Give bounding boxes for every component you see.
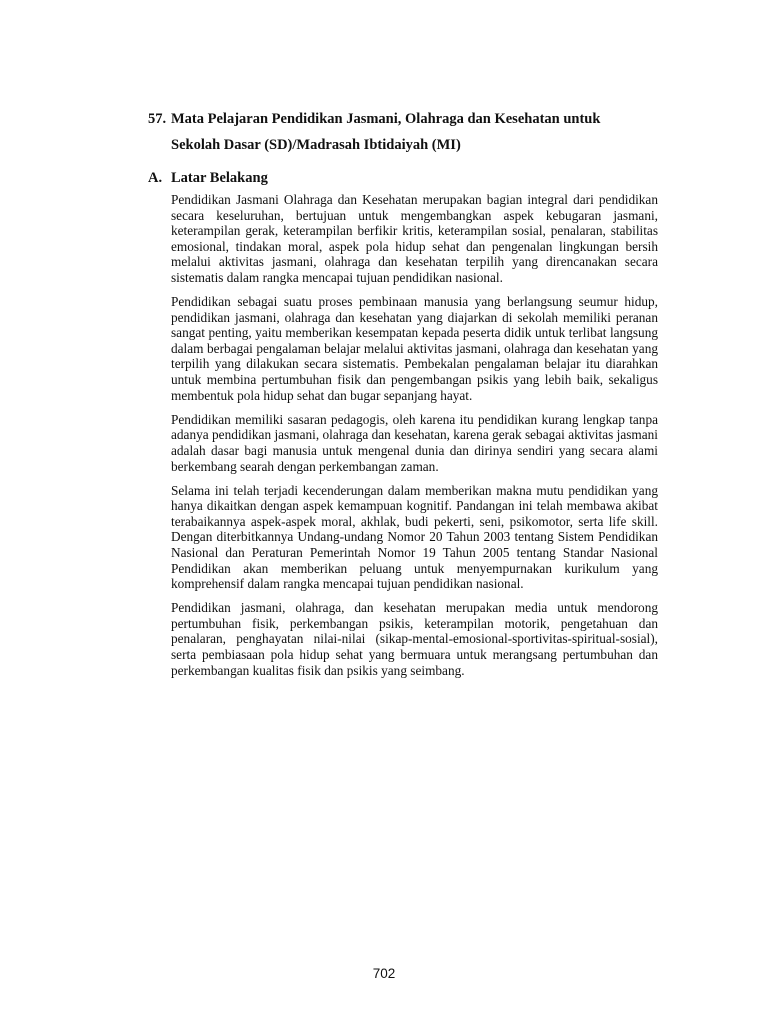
paragraph-5: Pendidikan jasmani, olahraga, dan kesehatan merupakan media untuk mendorong pertumbuhan fisik, perkembangan psikis, keterampilan motorik, pengetahuan dan penalaran, penghayatan nilai-nilai (sikap-mental-emosional-sportivitas-spiritual-sosial), serta pembiasaan pola hidup sehat yang bermuara untuk merangsang pertumbuhan dan perkembangan kualitas fisik dan psikis yang seimbang. (171, 600, 658, 678)
heading-title-line1: Mata Pelajaran Pendidikan Jasmani, Olahraga dan Kesehatan untuk (171, 111, 601, 127)
paragraph-2: Pendidikan sebagai suatu proses pembinaan manusia yang berlangsung seumur hidup, pendidikan jasmani, olahraga dan kesehatan yang diajarkan di sekolah memiliki peranan sangat penting, yaitu memberikan kesempatan kepada peserta didik untuk terlibat langsung dalam berbagai pengalaman belajar melalui aktivitas jasmani, olahraga dan kesehatan yang terpilih yang dilakukan secara sistematis. Pembekalan pengalaman belajar itu diarahkan untuk membina pertumbuhan fisik dan pengembangan psikis yang lebih baik, sekaligus membentuk pola hidup sehat dan bugar sepanjang hayat. (171, 294, 658, 403)
section-letter: A. (148, 170, 163, 186)
paragraph-1: Pendidikan Jasmani Olahraga dan Kesehatan merupakan bagian integral dari pendidikan secara keseluruhan, bertujuan untuk mengembangkan aspek kebugaran jasmani, keterampilan gerak, keterampilan berfikir kritis, keterampilan sosial, penalaran, stabilitas emosional, tindakan moral, aspek pola hidup sehat dan pengenalan lingkungan bersih melalui aktivitas jasmani, olahraga dan kesehatan terpilih yang direncanakan secara sistematis dalam rangka mencapai tujuan pendidikan nasional. (171, 192, 658, 285)
section-title: Latar Belakang (171, 170, 268, 186)
page-number: 702 (372, 966, 396, 981)
heading-number: 57. (148, 111, 167, 127)
heading-title-line2: Sekolah Dasar (SD)/Madrasah Ibtidaiyah (MI) (171, 137, 461, 153)
paragraph-3: Pendidikan memiliki sasaran pedagogis, oleh karena itu pendidikan kurang lengkap tanpa adanya pendidikan jasmani, olahraga dan kesehatan, karena gerak sebagai aktivitas jasmani adalah dasar bagi manusia untuk mengenal dunia dan dirinya sendiri yang secara alami berkembang searah dengan perkembangan zaman. (171, 411, 658, 474)
paragraph-4: Selama ini telah terjadi kecenderungan dalam memberikan makna mutu pendidikan yang hanya dikaitkan dengan aspek kemampuan kognitif. Pandangan ini telah membawa akibat terabaikannya aspek-aspek moral, akhlak, budi pekerti, seni, psikomotor, serta life skill. Dengan diterbitkannya Undang-undang Nomor 20 Tahun 2003 tentang Sistem Pendidikan Nasional dan Peraturan Pemerintah Nomor 19 Tahun 2005 tentang Standar Nasional Pendidikan akan memberikan peluang untuk menyempurnakan kurikulum yang komprehensif dalam rangka mencapai tujuan pendidikan nasional. (171, 482, 658, 592)
body-text (171, 192, 658, 687)
